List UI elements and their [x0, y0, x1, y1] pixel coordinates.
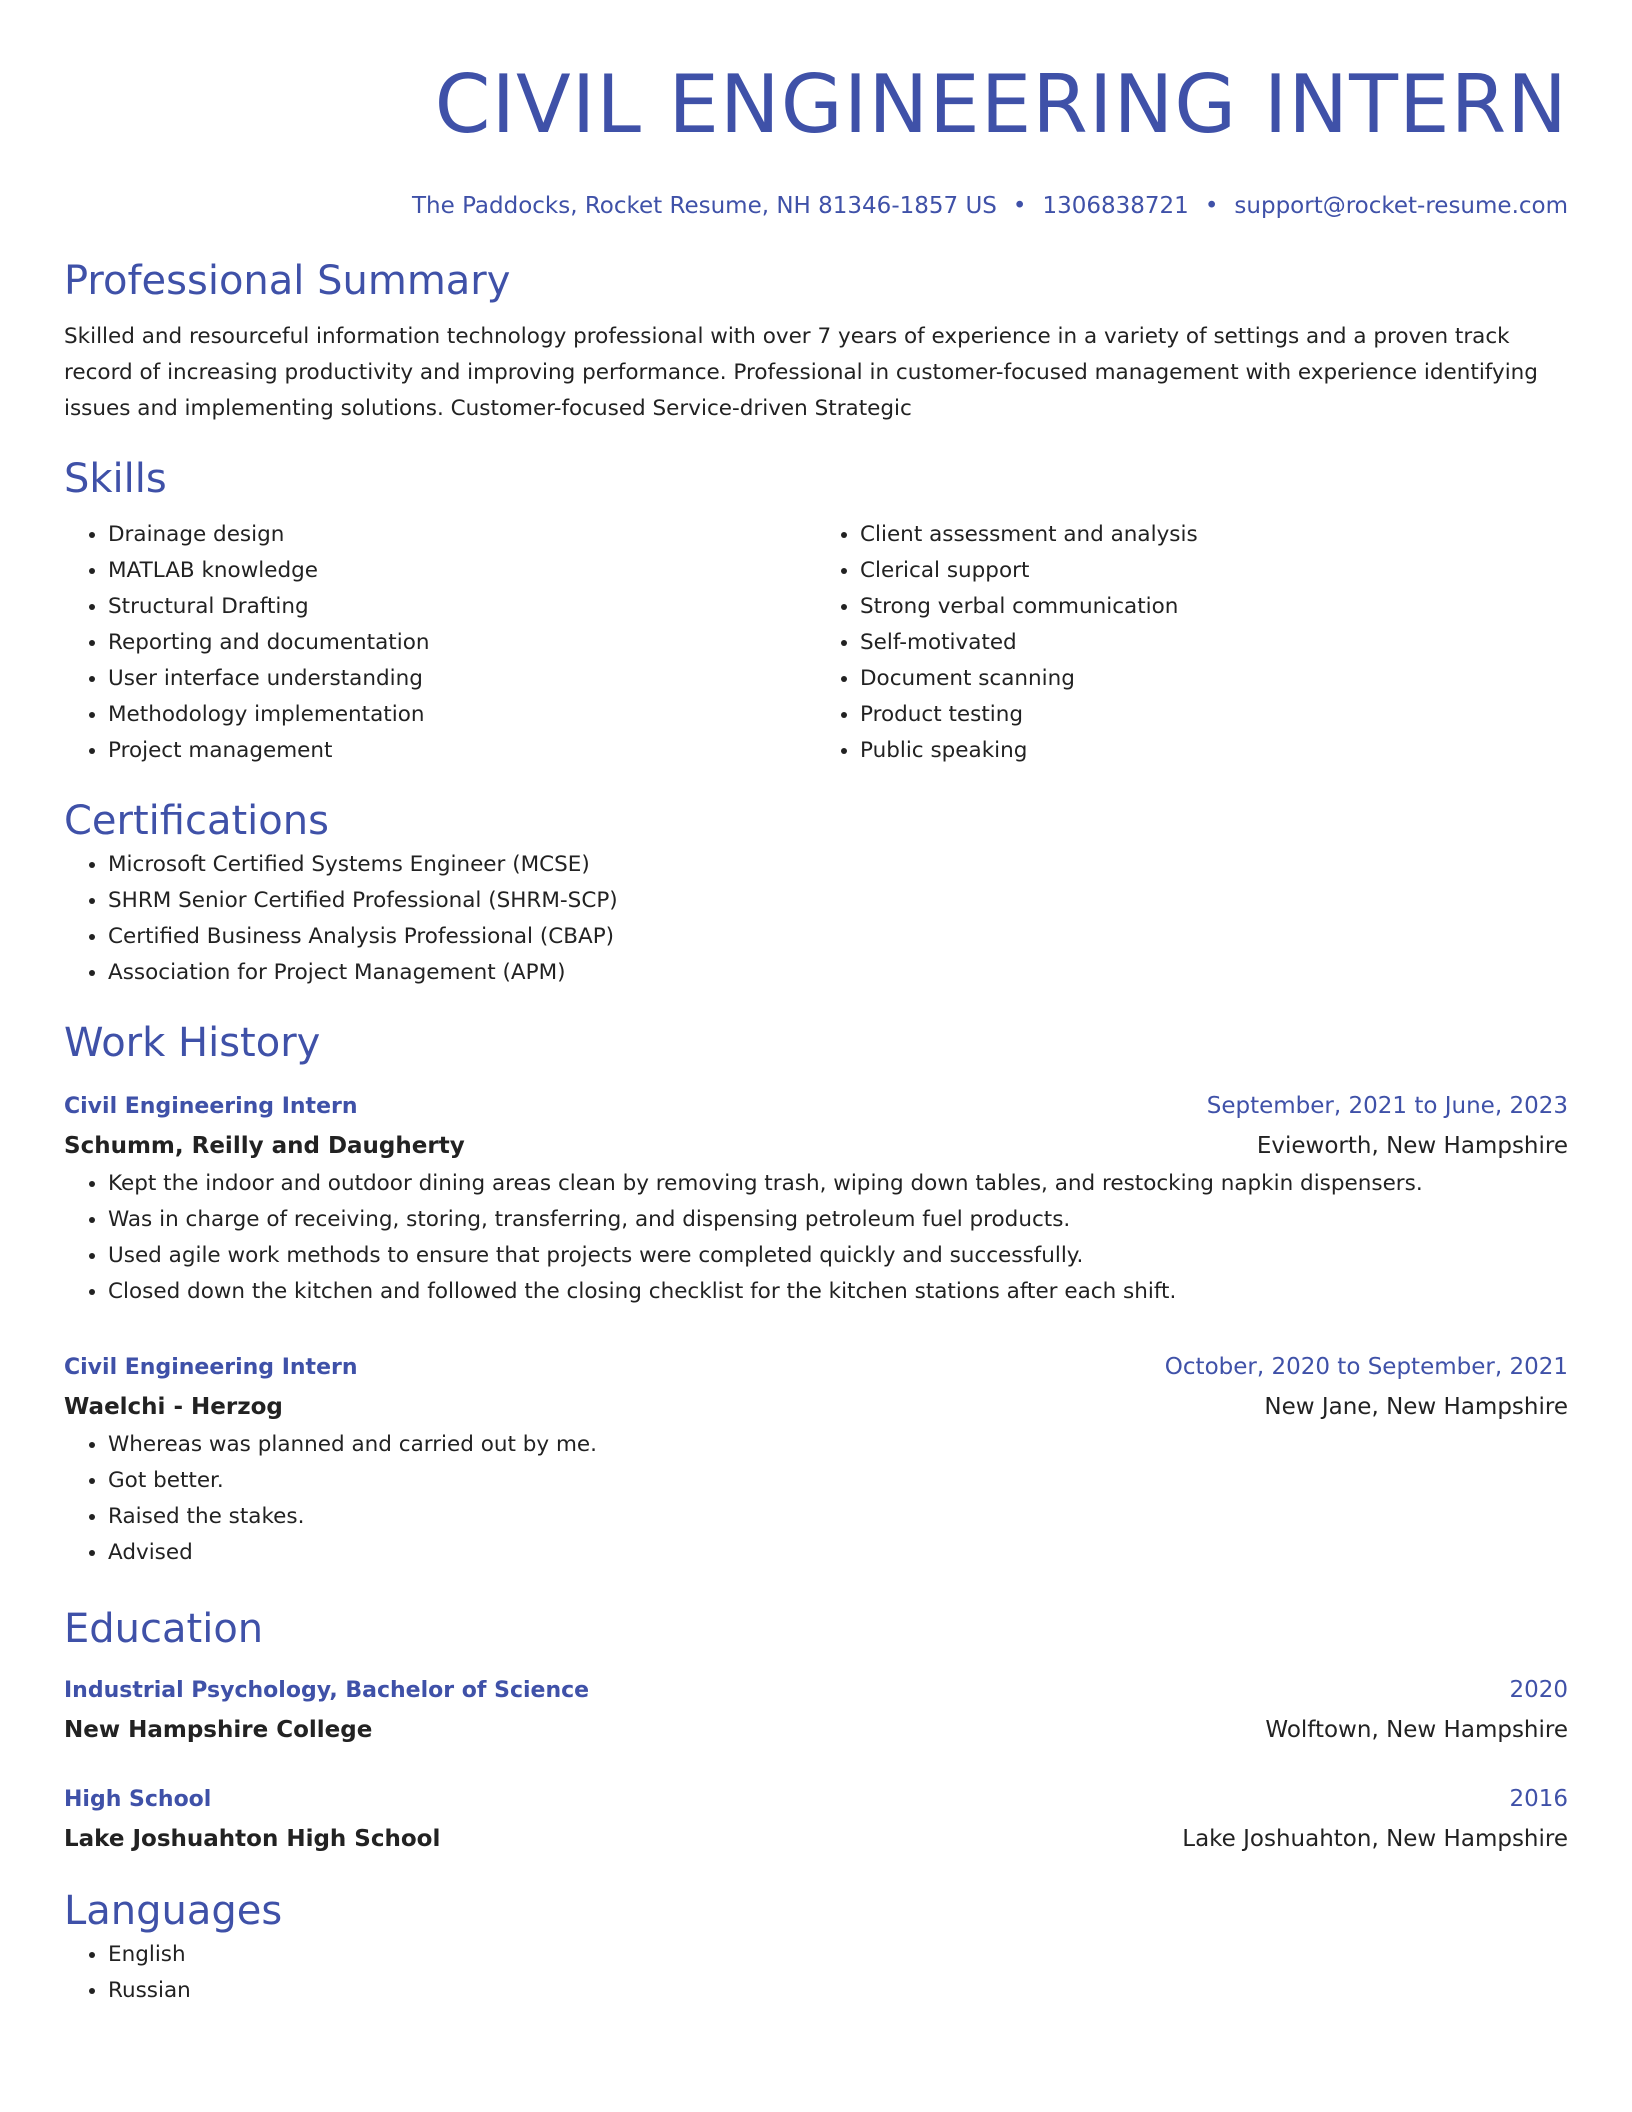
work-entry-header: [64, 1348, 1568, 1387]
job-duty: • Closed down the kitchen and followed the closing checklist for the kitchen stations after each shift.: [108, 1274, 1568, 1310]
summary-text: Skilled and resourceful information technology professional with over 7 years of experience in a variety of settings and a proven track record of increasing productivity and improving performance. Professional in customer-focused management with experience identifying issues and implementing solutions. Customer-focused Service-driven Strategic: [64, 324, 1538, 421]
summary-heading: Professional Summary: [64, 258, 511, 304]
job-dates: October, 2020 to September, 2021: [1164, 1354, 1568, 1380]
language-item: • Russian: [108, 1973, 1568, 2009]
job-duty: • Used agile work methods to ensure that projects were completed quickly and successfully.: [108, 1238, 1568, 1274]
education-entry: [64, 1671, 1568, 1750]
job-location: Evieworth, New Hampshire: [1256, 1133, 1568, 1159]
education-heading: Education: [64, 1606, 264, 1652]
certifications-list: [64, 847, 1568, 991]
education-entry-header: [64, 1780, 1568, 1819]
job-duty: • Got better.: [108, 1463, 1568, 1499]
job-duties-list: [64, 1166, 1568, 1310]
contact-email[interactable]: support@rocket-resume.com: [1234, 193, 1568, 219]
school-name: Lake Joshuahton High School: [64, 1826, 441, 1852]
school-location: Wolftown, New Hampshire: [1265, 1717, 1568, 1743]
job-duty: • Was in charge of receiving, storing, transferring, and dispensing petroleum fuel products.: [108, 1202, 1568, 1238]
certifications-section: [64, 795, 1568, 991]
skills-heading: Skills: [64, 456, 167, 502]
resume-title: CIVIL ENGINEERING INTERN: [434, 58, 1568, 151]
contact-separator: •: [1204, 193, 1219, 219]
resume-header: [64, 52, 1568, 222]
job-duties-list: [64, 1427, 1568, 1571]
summary-section: [64, 255, 1568, 427]
skill-item: • Methodology implementation: [108, 697, 816, 733]
job-title: Civil Engineering Intern: [64, 1094, 358, 1119]
job-duty: • Advised: [108, 1535, 1568, 1571]
skill-item: • Client assessment and analysis: [860, 517, 1568, 553]
skill-item: • Public speaking: [860, 733, 1568, 769]
skill-item: • Clerical support: [860, 553, 1568, 589]
education-entry: [64, 1780, 1568, 1859]
work-entry: [64, 1087, 1568, 1310]
company-name: Schumm, Reilly and Daugherty: [64, 1133, 465, 1159]
skills-list-right: [816, 517, 1568, 769]
skill-item: • Product testing: [860, 697, 1568, 733]
degree-name: Industrial Psychology, Bachelor of Science: [64, 1678, 590, 1703]
certification-item: • Association for Project Management (APM): [108, 955, 1568, 991]
contact-address: The Paddocks, Rocket Resume, NH 81346-1857 US: [412, 193, 997, 219]
languages-heading: Languages: [64, 1888, 283, 1934]
certification-item: • Certified Business Analysis Professional (CBAP): [108, 919, 1568, 955]
education-section: [64, 1603, 1568, 1859]
languages-section: [64, 1885, 1568, 2009]
education-entry-header: [64, 1671, 1568, 1710]
skill-item: • Reporting and documentation: [108, 625, 816, 661]
skill-item: • Drainage design: [108, 517, 816, 553]
work-entry-subheader: [64, 1387, 1568, 1427]
job-dates: September, 2021 to June, 2023: [1206, 1093, 1568, 1119]
education-entry-subheader: [64, 1710, 1568, 1750]
skills-list-left: [64, 517, 816, 769]
certifications-heading: Certifications: [64, 798, 329, 844]
company-name: Waelchi - Herzog: [64, 1394, 283, 1420]
skill-item: • Self-motivated: [860, 625, 1568, 661]
skill-item: • Document scanning: [860, 661, 1568, 697]
certification-item: • SHRM Senior Certified Professional (SHRM-SCP): [108, 883, 1568, 919]
job-duty: • Whereas was planned and carried out by me.: [108, 1427, 1568, 1463]
contact-phone: 1306838721: [1042, 193, 1189, 219]
work-history-heading: Work History: [64, 1020, 321, 1066]
language-item: • English: [108, 1937, 1568, 1973]
job-duty: • Kept the indoor and outdoor dining areas clean by removing trash, wiping down tables, and restocking napkin dispensers.: [108, 1166, 1568, 1202]
skills-section: [64, 453, 1568, 769]
contact-line: [64, 190, 1568, 222]
skills-grid: [64, 517, 1568, 769]
school-name: New Hampshire College: [64, 1717, 373, 1743]
graduation-year: 2020: [1509, 1677, 1568, 1703]
languages-list: [64, 1937, 1568, 2009]
education-entry-subheader: [64, 1819, 1568, 1859]
school-location: Lake Joshuahton, New Hampshire: [1182, 1826, 1568, 1852]
work-entry-header: [64, 1087, 1568, 1126]
skill-item: • Project management: [108, 733, 816, 769]
job-location: New Jane, New Hampshire: [1264, 1394, 1568, 1420]
skill-item: • Structural Drafting: [108, 589, 816, 625]
certification-item: • Microsoft Certified Systems Engineer (MCSE): [108, 847, 1568, 883]
degree-name: High School: [64, 1787, 212, 1812]
job-duty: • Raised the stakes.: [108, 1499, 1568, 1535]
job-title: Civil Engineering Intern: [64, 1355, 358, 1380]
work-history-section: [64, 1017, 1568, 1571]
work-entry-subheader: [64, 1126, 1568, 1166]
graduation-year: 2016: [1509, 1786, 1568, 1812]
work-entry: [64, 1348, 1568, 1571]
skill-item: • User interface understanding: [108, 661, 816, 697]
skill-item: • MATLAB knowledge: [108, 553, 816, 589]
skill-item: • Strong verbal communication: [860, 589, 1568, 625]
contact-separator: •: [1012, 193, 1027, 219]
